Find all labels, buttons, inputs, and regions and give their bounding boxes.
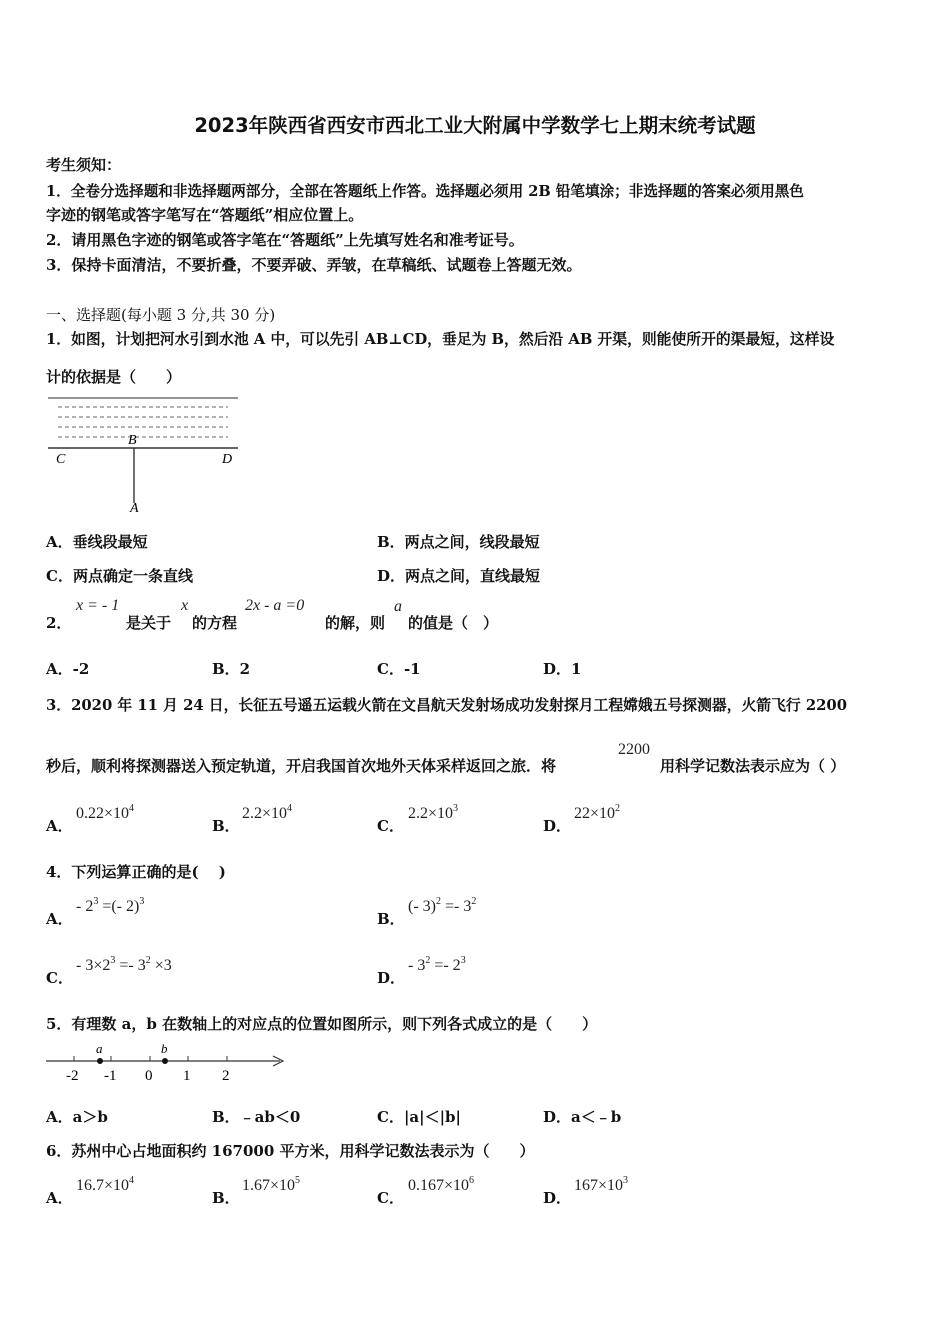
q6-option-c-label[interactable]: C． xyxy=(377,1189,404,1207)
q2-option-a[interactable]: A．-2 xyxy=(46,660,90,678)
q6-option-c-value[interactable]: $0.167\times 10^6$ xyxy=(408,1175,475,1194)
q6-option-a-label[interactable]: A． xyxy=(46,1189,73,1207)
q1-fig-label-b: B xyxy=(128,433,137,448)
q1-option-d[interactable]: D．两点之间，直线最短 xyxy=(377,567,541,585)
q3-number-2200: 2200 xyxy=(618,741,650,758)
q2-option-b[interactable]: B．2 xyxy=(212,660,251,678)
q5-label-b: b xyxy=(161,1041,168,1056)
q1-river-figure xyxy=(46,395,241,515)
q1-fig-label-c: C xyxy=(56,452,66,467)
q4-option-c-expr[interactable]: - $3\times 2^3 =- 3^2 \times 3$ xyxy=(76,955,172,974)
q5-option-a[interactable]: A．a＞b xyxy=(46,1108,108,1126)
notice-heading: 考生须知： xyxy=(46,156,122,174)
q4-option-d-label[interactable]: D． xyxy=(377,969,406,987)
q6-stem: 6．苏州中心占地面积约 167000 平方米，用科学记数法表示为（ ） xyxy=(46,1142,535,1160)
page-title: 2023年陕西省西安市西北工业大附属中学数学七上期末统考试题 xyxy=(194,114,756,137)
q2-text-1: 是关于 xyxy=(126,614,172,632)
q2-option-c[interactable]: C．-1 xyxy=(377,660,421,678)
q1-fig-label-a: A xyxy=(130,501,139,515)
q5-stem: 5．有理数 a，b 在数轴上的对应点的位置如图所示，则下列各式成立的是（ ） xyxy=(46,1015,598,1033)
section-choice-heading: 一、选择题(每小题 3 分,共 30 分) xyxy=(46,306,276,324)
q5-tick-label: 0 xyxy=(145,1068,153,1084)
q3-option-d-value[interactable]: $22\times 10^2$ xyxy=(574,803,621,822)
q3-stem-line1: 3．2020 年 11 月 24 日，长征五号遥五运载火箭在文昌航天发射场成功发射探月工程嫦娥五号探测器，火箭飞行 2200 xyxy=(46,697,848,714)
q2-equation: 2x - a =0 xyxy=(245,597,305,614)
q5-tick-label: -2 xyxy=(66,1068,79,1084)
notice-line-1b: 字迹的钢笔或答字笔写在“答题纸”相应位置上。 xyxy=(46,206,364,224)
q5-option-b[interactable]: B．﹣ab＜0 xyxy=(212,1108,301,1126)
q4-option-b-expr[interactable]: (- $3)^2 =- 3^2$ xyxy=(408,896,477,915)
notice-line-3: 3．保持卡面清洁，不要折叠，不要弄破、弄皱，在草稿纸、试题卷上答题无效。 xyxy=(46,256,582,274)
q3-option-b-value[interactable]: $2.2\times 10^4$ xyxy=(242,803,293,822)
q6-option-b-label[interactable]: B． xyxy=(212,1189,240,1207)
q1-stem-line1: 1．如图，计划把河水引到水池 A 中，可以先引 AB⊥CD，垂足为 B，然后沿 AB 开渠，则能使所开的渠最短，这样设 xyxy=(46,331,835,348)
q2-text-4: 的值是（ ） xyxy=(408,614,499,632)
q6-option-b-value[interactable]: $1.67\times 10^5$ xyxy=(242,1175,301,1194)
q3-stem-line2a: 秒后，顺利将探测器送入预定轨道，开启我国首次地外天体采样返回之旅．将 xyxy=(46,757,557,775)
q5-point-b xyxy=(162,1058,168,1064)
q3-option-c-value[interactable]: $2.2\times 10^3$ xyxy=(408,803,459,822)
q2-option-d[interactable]: D．1 xyxy=(543,660,582,678)
q5-tick-label: -1 xyxy=(104,1068,117,1084)
q4-option-a-label[interactable]: A． xyxy=(46,910,73,928)
q6-option-d-label[interactable]: D． xyxy=(543,1189,572,1207)
notice-line-2: 2．请用黑色字迹的钢笔或答字笔在“答题纸”上先填写姓名和准考证号。 xyxy=(46,231,524,249)
q1-option-b[interactable]: B．两点之间，线段最短 xyxy=(377,533,540,551)
q2-expr-x: x = - 1 xyxy=(76,597,120,614)
q5-point-a xyxy=(97,1058,103,1064)
q2-number: 2． xyxy=(46,614,72,632)
q4-option-c-label[interactable]: C． xyxy=(46,969,73,987)
q3-option-b-label[interactable]: B． xyxy=(212,817,240,835)
q4-option-b-label[interactable]: B． xyxy=(377,910,405,928)
q5-number-line xyxy=(44,1040,294,1086)
q6-option-d-value[interactable]: $167\times 10^3$ xyxy=(574,1175,629,1194)
q4-option-a-expr[interactable]: - $2^3$ =(- 2)$^3$ xyxy=(76,896,145,915)
q2-text-3: 的解，则 xyxy=(325,614,386,632)
q5-option-d[interactable]: D．a＜﹣b xyxy=(543,1108,622,1126)
notice-line-1a: 1．全卷分选择题和非选择题两部分，全部在答题纸上作答。选择题必须用 2B 铅笔填涂；非选择题的答案必须用黑色 xyxy=(46,183,804,200)
q5-option-c[interactable]: C．|a|＜|b| xyxy=(377,1108,461,1126)
q1-stem-line2: 计的依据是（ ） xyxy=(46,368,182,386)
q3-option-d-label[interactable]: D． xyxy=(543,817,572,835)
q3-option-a-value[interactable]: $0.22\times 10^4$ xyxy=(76,803,135,822)
q2-text-2: 的方程 xyxy=(192,614,238,632)
q3-option-a-label[interactable]: A． xyxy=(46,817,73,835)
q1-fig-label-d: D xyxy=(222,452,233,467)
q5-tick-label: 1 xyxy=(183,1068,191,1084)
q5-label-a: a xyxy=(96,1041,103,1056)
q4-stem: 4．下列运算正确的是( ) xyxy=(46,863,226,881)
q6-option-a-value[interactable]: $16.7\times 10^4$ xyxy=(76,1175,135,1194)
q1-option-a[interactable]: A．垂线段最短 xyxy=(46,533,148,551)
q2-var-x: x xyxy=(181,597,189,614)
q5-tick-label: 2 xyxy=(222,1068,230,1084)
q3-option-c-label[interactable]: C． xyxy=(377,817,404,835)
q3-stem-line2b: 用科学记数法表示应为（ ） xyxy=(660,757,846,775)
q4-option-d-expr[interactable]: - $3^2 =- 2^3$ xyxy=(408,955,466,974)
q2-var-a: a xyxy=(394,598,402,615)
q1-option-c[interactable]: C．两点确定一条直线 xyxy=(46,567,193,585)
